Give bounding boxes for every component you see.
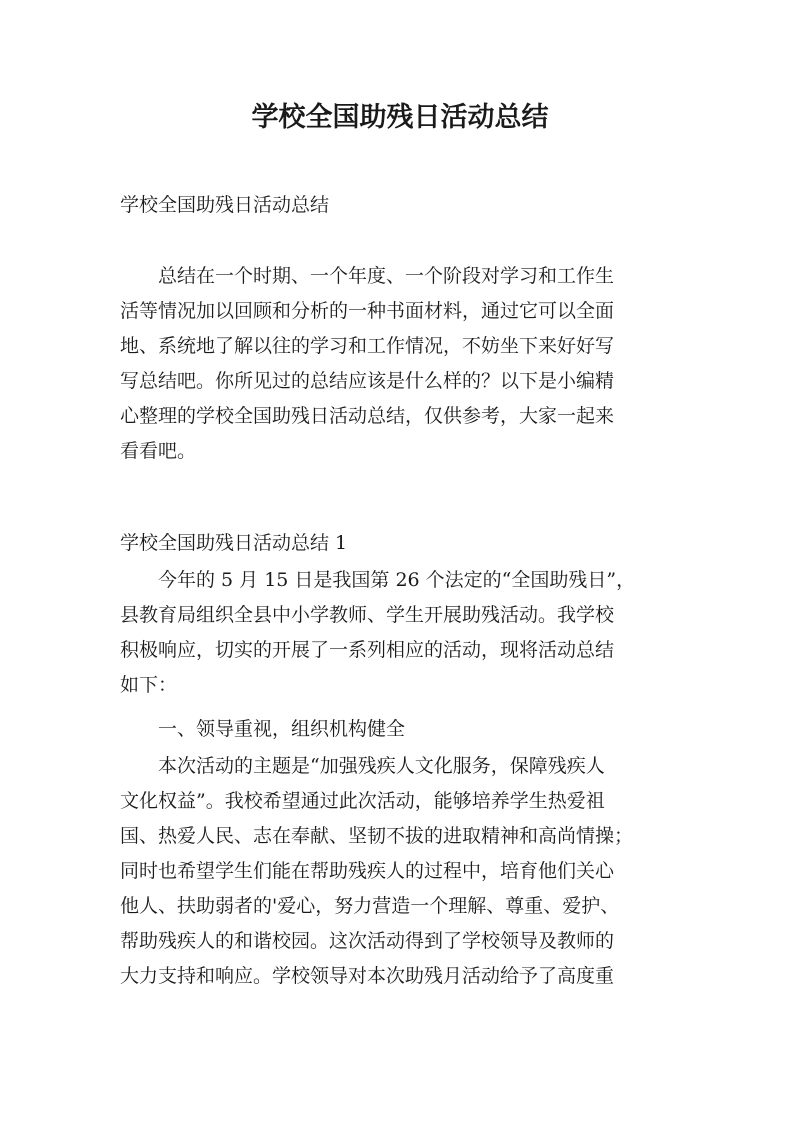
section-paragraph-2 xyxy=(120,749,688,994)
intro-line: 活等情况加以回顾和分析的一种书面材料，通过它可以全面 xyxy=(120,300,615,322)
paragraph-line: 本次活动的主题是“加强残疾人文化服务，保障残疾人 xyxy=(120,755,605,777)
paragraph-line: 帮助残疾人的和谐校园。这次活动得到了学校领导及教师的 xyxy=(120,930,615,952)
intro-line: 看看吧。 xyxy=(120,440,197,462)
intro-line: 心整理的学校全国助残日活动总结，仅供参考，大家一起来 xyxy=(120,405,615,427)
intro-paragraph xyxy=(120,259,688,469)
paragraph-line: 同时也希望学生们能在帮助残疾人的过程中，培育他们关心 xyxy=(120,860,615,882)
paragraph-line: 他人、扶助弱者的'爱心，努力营造一个理解、尊重、爱护、 xyxy=(120,895,620,917)
paragraph-line: 县教育局组织全县中小学教师、学生开展助残活动。我学校 xyxy=(120,604,615,626)
section-heading: 学校全国助残日活动总结 1 xyxy=(120,532,348,554)
paragraph-line: 国、热爱人民、志在奉献、坚韧不拔的进取精神和高尚情操； xyxy=(120,825,634,847)
document-subtitle: 学校全国助残日活动总结 xyxy=(120,194,330,216)
paragraph-line: 今年的 5 月 15 日是我国第 26 个法定的“全国助残日”， xyxy=(120,569,636,591)
intro-line: 地、系统地了解以往的学习和工作情况，不妨坐下来好好写 xyxy=(120,335,615,357)
point-heading-1: 一、领导重视，组织机构健全 xyxy=(120,718,406,740)
paragraph-line: 大力支持和响应。学校领导对本次助残月活动给予了高度重 xyxy=(120,965,615,987)
intro-line: 写总结吧。你所见过的总结应该是什么样的？以下是小编精 xyxy=(120,370,615,392)
document-title: 学校全国助残日活动总结 xyxy=(251,102,549,133)
section-paragraph-1 xyxy=(120,563,688,703)
intro-line: 总结在一个时期、一个年度、一个阶段对学习和工作生 xyxy=(120,265,615,287)
paragraph-line: 积极响应，切实的开展了一系列相应的活动，现将活动总结 xyxy=(120,639,615,661)
paragraph-line: 文化权益”。我校希望通过此次活动，能够培养学生热爱祖 xyxy=(120,790,605,812)
paragraph-line: 如下： xyxy=(120,674,178,696)
